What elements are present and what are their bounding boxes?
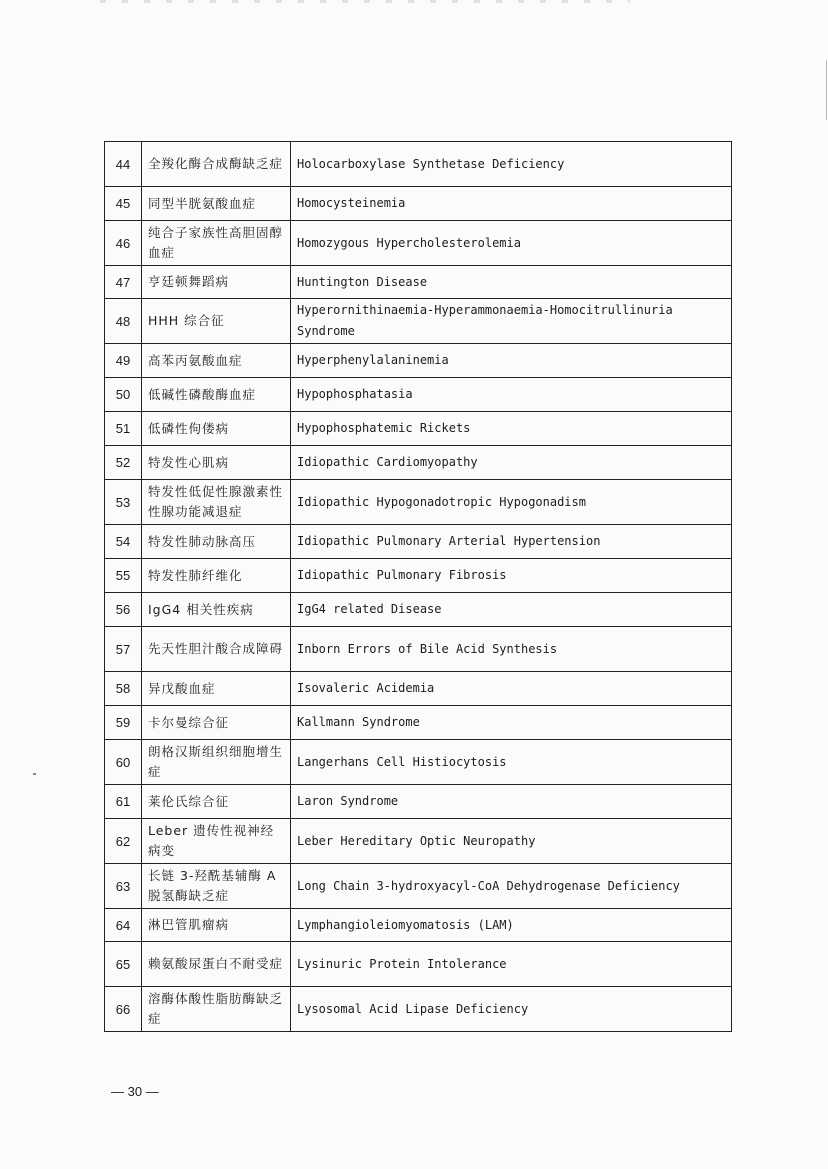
disease-name-chinese: 低磷性佝偻病 <box>142 412 291 446</box>
disease-name-english: Isovaleric Acidemia <box>291 672 732 706</box>
disease-name-english: Lymphangioleiomyomatosis (LAM) <box>291 909 732 942</box>
row-number: 52 <box>105 446 142 480</box>
row-number: 57 <box>105 627 142 672</box>
disease-name-english: Homocysteinemia <box>291 187 732 221</box>
table-row <box>105 446 732 480</box>
disease-name-chinese: 低碱性磷酸酶血症 <box>142 378 291 412</box>
row-number: 66 <box>105 987 142 1032</box>
table-row <box>105 627 732 672</box>
row-number: 56 <box>105 593 142 627</box>
table-row <box>105 909 732 942</box>
disease-name-english: Kallmann Syndrome <box>291 706 732 740</box>
page-number: — 30 — <box>111 1084 159 1099</box>
disease-name-chinese: 全羧化酶合成酶缺乏症 <box>142 142 291 187</box>
table-row <box>105 987 732 1032</box>
row-number: 54 <box>105 525 142 559</box>
table-row <box>105 819 732 864</box>
disease-name-english: IgG4 related Disease <box>291 593 732 627</box>
row-number: 63 <box>105 864 142 909</box>
disease-name-english: Laron Syndrome <box>291 785 732 819</box>
row-number: 59 <box>105 706 142 740</box>
disease-name-chinese: 同型半胱氨酸血症 <box>142 187 291 221</box>
table-row <box>105 785 732 819</box>
disease-name-chinese: HHH 综合征 <box>142 299 291 344</box>
disease-name-english: Lysosomal Acid Lipase Deficiency <box>291 987 732 1032</box>
disease-name-english: Hypophosphatasia <box>291 378 732 412</box>
table-row <box>105 672 732 706</box>
disease-name-chinese: 高苯丙氨酸血症 <box>142 344 291 378</box>
row-number: 58 <box>105 672 142 706</box>
disease-name-chinese: IgG4 相关性疾病 <box>142 593 291 627</box>
row-number: 44 <box>105 142 142 187</box>
disease-name-chinese: 亨廷顿舞蹈病 <box>142 266 291 299</box>
rare-disease-table <box>104 141 732 1032</box>
disease-name-chinese: 赖氨酸尿蛋白不耐受症 <box>142 942 291 987</box>
row-number: 48 <box>105 299 142 344</box>
row-number: 62 <box>105 819 142 864</box>
disease-name-english: Homozygous Hypercholesterolemia <box>291 221 732 266</box>
disease-name-chinese: 特发性低促性腺激素性性腺功能减退症 <box>142 480 291 525</box>
row-number: 64 <box>105 909 142 942</box>
disease-name-english: Idiopathic Pulmonary Arterial Hypertension <box>291 525 732 559</box>
table-row <box>105 378 732 412</box>
scan-artifact-edge <box>826 60 827 120</box>
disease-name-chinese: 长链 3-羟酰基辅酶 A 脱氢酶缺乏症 <box>142 864 291 909</box>
scan-speck <box>33 773 36 775</box>
disease-name-chinese: Leber 遗传性视神经病变 <box>142 819 291 864</box>
disease-name-english: Hyperornithinaemia-Hyperammonaemia-Homocitrullinuria Syndrome <box>291 299 732 344</box>
row-number: 53 <box>105 480 142 525</box>
row-number: 45 <box>105 187 142 221</box>
table-row <box>105 266 732 299</box>
disease-name-english: Idiopathic Cardiomyopathy <box>291 446 732 480</box>
disease-name-chinese: 特发性心肌病 <box>142 446 291 480</box>
disease-name-english: Hypophosphatemic Rickets <box>291 412 732 446</box>
table-row <box>105 299 732 344</box>
disease-name-english: Long Chain 3-hydroxyacyl-CoA Dehydrogenase Deficiency <box>291 864 732 909</box>
scan-artifact-top <box>100 0 630 3</box>
disease-name-chinese: 异戊酸血症 <box>142 672 291 706</box>
row-number: 46 <box>105 221 142 266</box>
row-number: 49 <box>105 344 142 378</box>
disease-name-chinese: 卡尔曼综合征 <box>142 706 291 740</box>
table-row <box>105 480 732 525</box>
row-number: 65 <box>105 942 142 987</box>
table-row <box>105 142 732 187</box>
table-row <box>105 221 732 266</box>
disease-name-english: Lysinuric Protein Intolerance <box>291 942 732 987</box>
table-row <box>105 187 732 221</box>
disease-name-english: Huntington Disease <box>291 266 732 299</box>
table-row <box>105 559 732 593</box>
disease-name-english: Hyperphenylalaninemia <box>291 344 732 378</box>
disease-name-chinese: 特发性肺动脉高压 <box>142 525 291 559</box>
row-number: 51 <box>105 412 142 446</box>
disease-name-english: Leber Hereditary Optic Neuropathy <box>291 819 732 864</box>
row-number: 61 <box>105 785 142 819</box>
disease-name-english: Holocarboxylase Synthetase Deficiency <box>291 142 732 187</box>
table-row <box>105 525 732 559</box>
row-number: 55 <box>105 559 142 593</box>
table-row <box>105 864 732 909</box>
table-row <box>105 740 732 785</box>
disease-name-chinese: 先天性胆汁酸合成障碍 <box>142 627 291 672</box>
table-row <box>105 593 732 627</box>
disease-name-english: Idiopathic Pulmonary Fibrosis <box>291 559 732 593</box>
row-number: 50 <box>105 378 142 412</box>
disease-name-chinese: 特发性肺纤维化 <box>142 559 291 593</box>
disease-name-english: Idiopathic Hypogonadotropic Hypogonadism <box>291 480 732 525</box>
table-row <box>105 344 732 378</box>
disease-name-chinese: 朗格汉斯组织细胞增生症 <box>142 740 291 785</box>
disease-name-english: Inborn Errors of Bile Acid Synthesis <box>291 627 732 672</box>
disease-name-english: Langerhans Cell Histiocytosis <box>291 740 732 785</box>
disease-name-chinese: 莱伦氏综合征 <box>142 785 291 819</box>
disease-name-chinese: 溶酶体酸性脂肪酶缺乏症 <box>142 987 291 1032</box>
disease-name-chinese: 淋巴管肌瘤病 <box>142 909 291 942</box>
disease-name-chinese: 纯合子家族性高胆固醇血症 <box>142 221 291 266</box>
table-body <box>105 142 732 1032</box>
table-row <box>105 412 732 446</box>
row-number: 60 <box>105 740 142 785</box>
row-number: 47 <box>105 266 142 299</box>
table-row <box>105 706 732 740</box>
table-row <box>105 942 732 987</box>
